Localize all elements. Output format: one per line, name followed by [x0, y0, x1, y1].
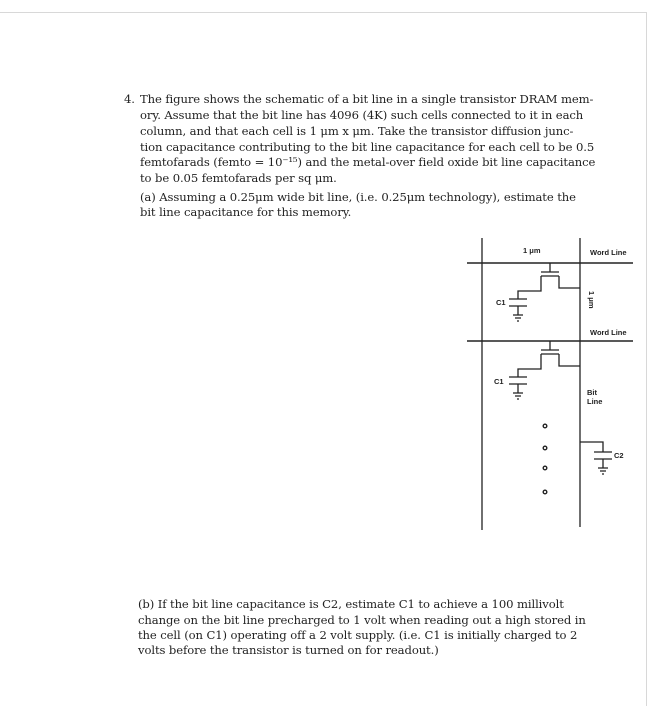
- text-line: The figure shows the schematic of a bit line in a single transistor DRAM mem-: [140, 92, 594, 106]
- cell-2: [509, 341, 580, 399]
- part-b-line: change on the bit line precharged to 1 volt when reading out a high stored in: [138, 613, 586, 627]
- part-b-line: the cell (on C1) operating off a 2 volt supply. (i.e. C1 is initially charged to 2: [138, 628, 578, 642]
- continuation-dots: [543, 424, 547, 494]
- part-a-line: bit line capacitance for this memory.: [140, 205, 352, 219]
- bitline-capacitor: [580, 442, 612, 474]
- width-label: 1 μm: [523, 246, 541, 255]
- cell-1: [509, 263, 580, 321]
- c1-label-2: C1: [494, 377, 504, 386]
- part-b-line: volts before the transistor is turned on for readout.): [138, 643, 439, 657]
- question-number: 4.: [124, 92, 135, 106]
- text-line: to be 0.05 femtofarads per sq μm.: [140, 171, 337, 185]
- text-line: tion capacitance contributing to the bit line capacitance for each cell to be 0.5: [140, 140, 595, 154]
- part-a-line: (a) Assuming a 0.25μm wide bit line, (i.e. 0.25μm technology), estimate the: [140, 190, 576, 204]
- bit-line-label: Bit: [587, 388, 597, 397]
- height-label: 1 μm: [587, 291, 596, 309]
- part-b-line: (b) If the bit line capacitance is C2, estimate C1 to achieve a 100 millivolt: [138, 597, 564, 611]
- c1-label-1: C1: [496, 298, 506, 307]
- text-line: femtofarads (femto = 10⁻¹⁵) and the metal-over field oxide bit line capacitance: [140, 155, 596, 169]
- word-line-label-1: Word Line: [590, 248, 627, 257]
- bit-line-label: Line: [587, 397, 603, 406]
- text-line: ory. Assume that the bit line has 4096 (4K) such cells connected to it in each: [140, 108, 584, 122]
- word-line-label-2: Word Line: [590, 328, 627, 337]
- text-line: column, and that each cell is 1 μm x μm. Take the transistor diffusion junc-: [140, 124, 574, 138]
- c2-label: C2: [614, 451, 624, 460]
